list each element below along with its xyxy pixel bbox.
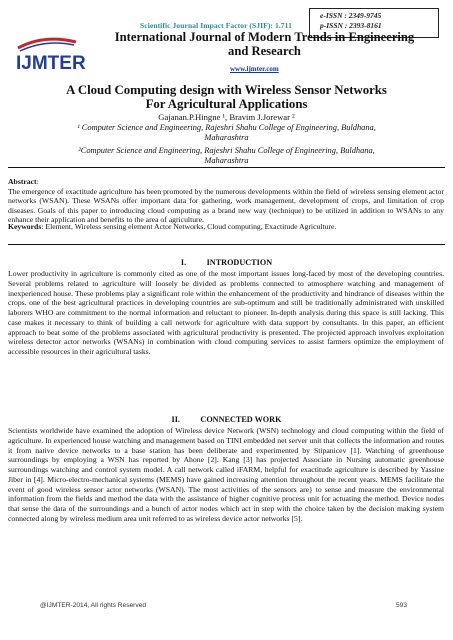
journal-website-link[interactable]: www.ijmter.com	[230, 65, 279, 73]
section-text-connected-work: Scientists worldwide have examined the adoption of Wireless device Network (WSN) technology and cloud computing within the field of agriculture. In experienced house watching and management based on TINI embedded net server unit that collects the information and routes it from native device networks to a base station has been deliberate and experimented by Stipanicev [1]. Watching of greenhouse surroundings by employing a WSN has reported by Ahone [2]. Kang [3] has projected Associate in Nursing automatic greenhouse surroundings watching and control system model. A call network called iFARM, helpful for exactitude agriculture is described by Yassine Jiber in [4]. Micro-electro-mechanical systems (MEMS) have gained increasing attention throughout the recent years. MEMS facilitate the event of good wireless sensor actor networks (WSAN). The most activities of the sensors are} to sense and measure the environmental information from the fields and method the data with the assistance of higher cognitive process unit for actuating the method. Device nodes that sense the data of the surroundings and a bunch of actor nodes which act in step with the choice taken by the decision making system connected along by wireless medium area unit referred to as wireless device actor networks [5].	[8, 426, 444, 523]
divider-top	[8, 167, 445, 168]
keywords-label: Keywords	[8, 222, 42, 231]
impact-factor: Scientific Journal Impact Factor (SJIF): 1.711	[140, 21, 292, 30]
affiliation-1	[20, 123, 433, 143]
journal-title-line1: International Journal of Modern Trends in Engineering	[114, 30, 415, 44]
ijmter-logo	[14, 36, 104, 74]
abstract-colon: :	[36, 177, 39, 186]
abstract-text: The emergence of exactitude agriculture has been promoted by the numerous developments within the field of wireless sensing element actor networks (WSAN). These WSANs offer important data for gathering, work management, development of crops, and limitation of crop diseases. Goals of this paper to introducing cloud computing as a brand new way (technique) to be utilized in addition to WSANs to any enhance their application and benefits to the area of agriculture.	[8, 186, 444, 225]
e-issn: e-ISSN : 2349-9745	[320, 11, 382, 20]
journal-title	[92, 30, 437, 58]
paper-title-line2: For Agricultural Applications	[145, 97, 308, 111]
section-text-introduction: Lower productivity in agriculture is commonly cited as one of the most important issues long-faced by most of the developing countries. Several problems related to agriculture will loosely be divided as problems connected to atmosphere watching and management of inexperienced house. These problems play a significant role within the enhancement of the productivity and hindrance of diseases within the crops. one of the best agricultural practices in developing countries are sub-optimum and still be traditionally administrated with unskilled laborers WHO are commitment to the normal information and reluctant to pioneer. In-depth analysis during this space is still lacking. This case makes it necessary to think of building a call network for agriculture with data support by consultants. In this paper, an efficient approach to beat some of the problems associated with agricultural productivity is presented. The projected approach involves exploitation wireless detector actor networks (WSANs) in combination with cloud computing services to assist farmers optimize the employment of accessible resources in their agricultural tasks.	[8, 269, 444, 356]
keywords-text: : Element, Wireless sensing element Actor Networks, Cloud computing, Exactitude Agriculture.	[41, 222, 337, 231]
keywords	[8, 222, 444, 232]
paper-title-line1: A Cloud Computing design with Wireless Sensor Networks	[66, 83, 387, 97]
footer-copyright: @IJMTER-2014, All rights Reserved	[40, 602, 147, 609]
abstract-label: Abstract	[8, 177, 37, 186]
affiliation-2-line2: Maharashtra	[204, 156, 249, 165]
abstract	[8, 177, 444, 225]
section-heading-introduction: I. INTRODUCTION	[180, 258, 273, 267]
p-issn: p-ISSN : 2393-8161	[320, 21, 382, 30]
section-heading-connected-work: II. CONNECTED WORK	[171, 415, 282, 424]
affiliation-1-line1: ¹ Computer Science and Engineering, Rajeshri Shahu College of Engineering, Buldhana,	[77, 123, 376, 132]
affiliation-2-line1: ²Computer Science and Engineering, Rajeshri Shahu College of Engineering, Buldhana,	[78, 146, 375, 155]
journal-title-line2: and Research	[228, 44, 301, 58]
paper-title	[20, 83, 433, 111]
divider-bottom	[8, 244, 445, 245]
affiliation-2	[20, 146, 433, 166]
authors: Gajanan.P.Hingne ¹, Bravim J.Jorewar ²	[158, 112, 295, 122]
affiliation-1-line2: Maharashtra	[204, 133, 249, 142]
page-number: 593	[396, 602, 408, 609]
logo-text: IJMTER	[16, 53, 86, 74]
